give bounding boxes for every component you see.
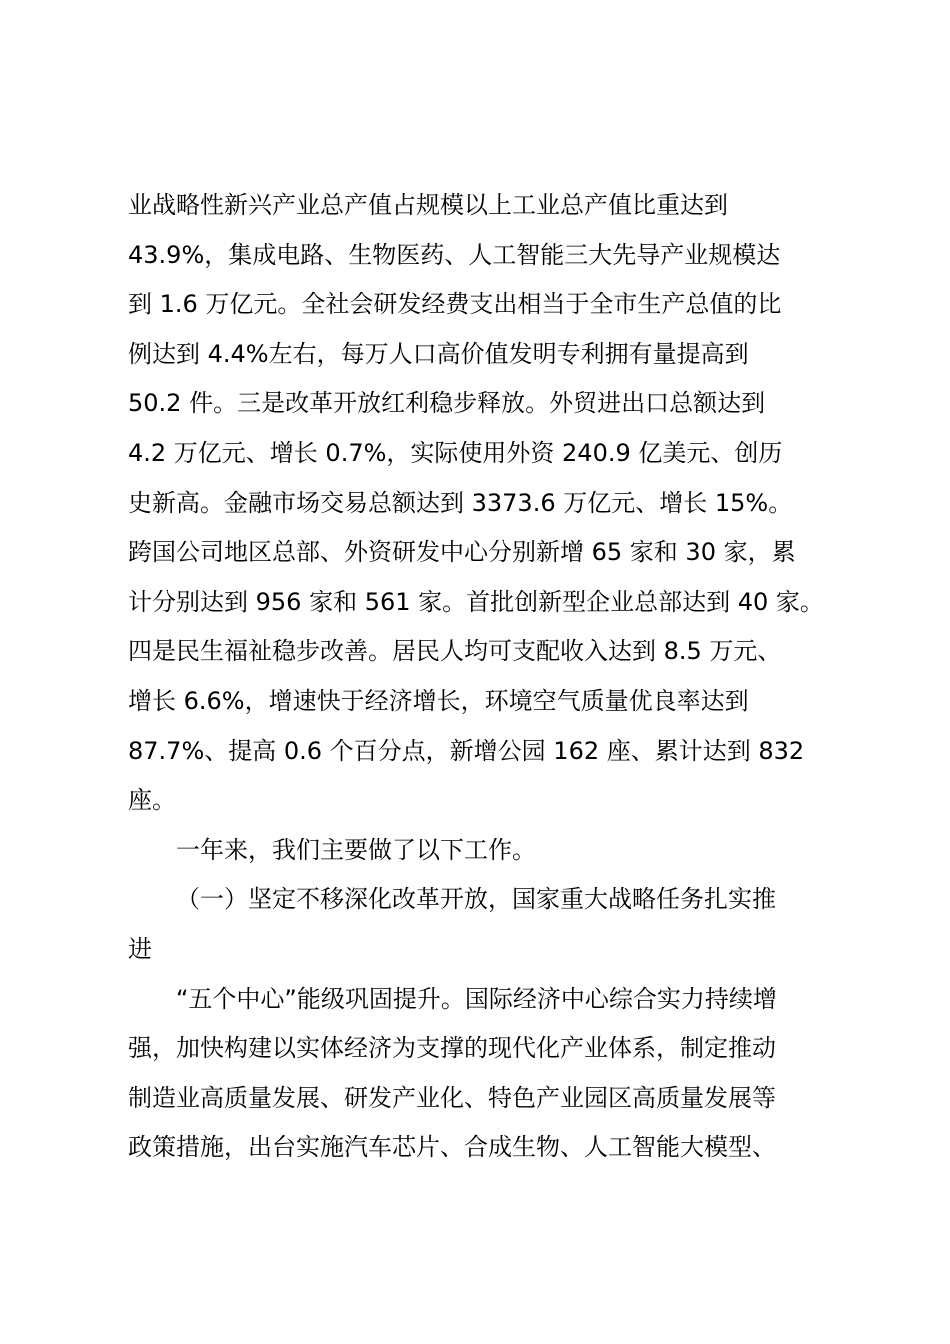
text-line: 业战略性新兴产业总产值占规模以上工业总产值比重达到: [128, 191, 728, 219]
text-line: 强，加快构建以实体经济为支撑的现代化产业体系，制定推动: [128, 1034, 776, 1063]
text-line: 例达到 4.4%左右，每万人口高价值发明专利拥有量提高到: [128, 339, 749, 368]
section-heading-line: （一）坚定不移深化改革开放，国家重大战略任务扎实推: [176, 885, 776, 914]
text-line: 史新高。金融市场交易总额达到 3373.6 万亿元、增长 15%。: [128, 488, 793, 517]
text-line: 87.7%、提高 0.6 个百分点，新增公园 162 座、累计达到 832: [128, 736, 805, 765]
section-heading-line: 进: [128, 934, 152, 963]
text-line: 座。: [128, 786, 176, 815]
text-line: 增长 6.6%，增速快于经济增长，环境空气质量优良率达到: [128, 686, 749, 715]
text-line: 政策措施，出台实施汽车芯片、合成生物、人工智能大模型、: [128, 1133, 776, 1162]
text-line: 四是民生福祉稳步改善。居民人均可支配收入达到 8.5 万元、: [128, 637, 782, 666]
paragraph-intro-line: 一年来，我们主要做了以下工作。: [176, 835, 536, 864]
body-text: [128, 181, 848, 1173]
text-line: 43.9%，集成电路、生物医药、人工智能三大先导产业规模达: [128, 240, 781, 269]
text-line: 50.2 件。三是改革开放红利稳步释放。外贸进出口总额达到: [128, 389, 766, 418]
text-line: “五个中心”能级巩固提升。国际经济中心综合实力持续增: [176, 984, 777, 1013]
text-line: 4.2 万亿元、增长 0.7%，实际使用外资 240.9 亿美元、创历: [128, 438, 783, 467]
text-line: 到 1.6 万亿元。全社会研发经费支出相当于全市生产总值的比: [128, 290, 782, 319]
text-line: 制造业高质量发展、研发产业化、特色产业园区高质量发展等: [128, 1083, 776, 1112]
text-line: 跨国公司地区总部、外资研发中心分别新增 65 家和 30 家，累: [128, 538, 796, 567]
text-line: 计分别达到 956 家和 561 家。首批创新型企业总部达到 40 家。: [128, 587, 824, 616]
